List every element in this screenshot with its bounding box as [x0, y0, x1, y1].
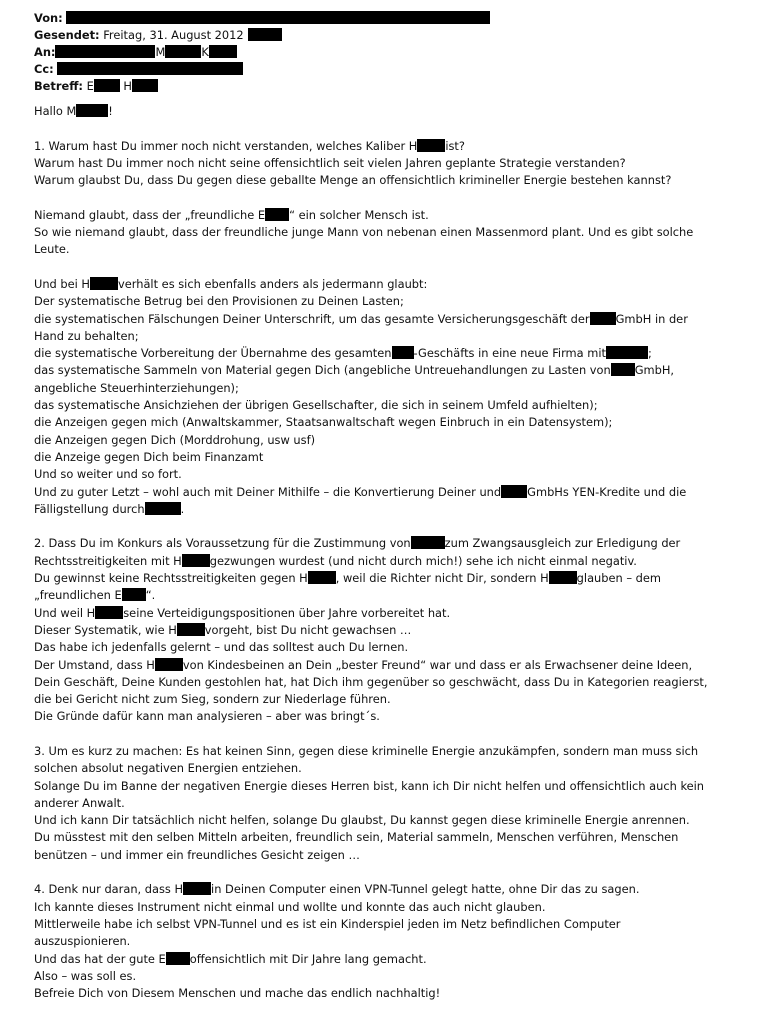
paragraph-3: Und bei H verhält es sich ebenfalls anders als jedermann glaubt: Der systematische Betrug bei den Provisionen zu Deinen Lasten; die systematischen Fälschungen Deiner Unterschrift, um das gesamte Versicherungsgeschäft der GmbH in der Hand zu behalten; die systematische Vorbereitung der Übernahme des gesamten -Geschäfts in eine neue Firma mit ; das systematische Sammeln von Material gegen Dich (angebliche Untreuehandlungen zu Lasten von GmbH, angebliche Steuerhinterziehungen); das systematische Ansichziehen der übrigen Gesellschafter, die sich in seinem Umfeld aufhielten); die Anzeigen gegen mich (Anwaltskammer, Staatsanwaltschaft wegen Einbruch in ein Datensystem); die Anzeigen gegen Dich (Morddrohung, usw usf) die Anzeige gegen Dich beim Finanzamt Und so weiter und so fort. Und zu guter Letzt – wohl auch mit Deiner Mithilfe – die Konvertierung Deiner und GmbHs YEN-Kredite und die Fälligstellung durch .: [34, 276, 688, 516]
redaction: [95, 606, 123, 619]
redaction: [145, 502, 181, 515]
redaction-sent-time: [248, 28, 282, 41]
redaction-cc: [57, 62, 243, 75]
redaction: [122, 588, 146, 601]
header-cc: Cc:: [34, 61, 746, 78]
paragraph-6: 4. Denk nur daran, dass H in Deinen Computer einen VPN-Tunnel gelegt hatte, ohne Dir das zu sagen. Ich kannte dieses Instrument nicht einmal und wollte und konnte das auch nicht glauben. Mittlerweile habe ich selbst VPN-Tunnel und es ist ein Kinderspiel jeden im Netz befindlichen Computer auszuspionieren. Und das hat der gute E offensichtlich mit Dir Jahre lang gemacht. Also – was soll es. Befreie Dich von Diesem Menschen und mache das endlich nachhaltig!: [34, 882, 640, 1001]
redaction: [590, 312, 616, 325]
redaction: [308, 571, 336, 584]
email-document: [34, 10, 746, 1002]
redaction-from: [66, 11, 490, 24]
header-from: Von:: [34, 10, 746, 27]
redaction: [392, 346, 414, 359]
header-to: An: M K: [34, 44, 746, 61]
redaction: [182, 554, 210, 567]
redaction: [501, 485, 527, 498]
redaction: [90, 277, 118, 290]
redaction: [606, 346, 648, 359]
redaction: [417, 139, 445, 152]
header-sent: Gesendet: Freitag, 31. August 2012: [34, 27, 746, 44]
paragraph-5: 3. Um es kurz zu machen: Es hat keinen Sinn, gegen diese kriminelle Energie anzukämpfen, sondern man muss sich solchen absolut negativen Energien entziehen. Solange Du im Banne der negativen Energie dieses Herren bist, kann ich Dir nicht helfen und offensichtlich auch kein anderer Anwalt. Und ich kann Dir tatsächlich nicht helfen, solange Du glaubst, Du kannst gegen diese kriminelle Energie anrennen. Du müsstest mit den selben Mitteln arbeiten, freundlich sein, Material sammeln, Menschen verführen, Menschen benützen – und immer ein freundliches Gesicht zeigen …: [34, 743, 705, 862]
email-header: [34, 10, 746, 95]
redaction-subject-1: [94, 79, 120, 92]
redaction-to-3: [209, 45, 237, 58]
redaction: [265, 208, 289, 221]
redaction-to-2: [165, 45, 201, 58]
redaction: [166, 952, 190, 965]
redaction-to-1: [55, 45, 155, 58]
redaction: [611, 363, 635, 376]
paragraph-4: 2. Dass Du im Konkurs als Voraussetzung für die Zustimmung von zum Zwangsausgleich zur Erledigung der Rechtsstreitigkeiten mit H gezwungen wurdest (und nicht durch mich!) sehe ich nicht einmal negativ. Du gewinnst keine Rechtsstreitigkeiten gegen H , weil die Richter nicht Dir, sondern H glauben – dem „freundlichen E “. Und weil H seine Verteidigungspositionen über Jahre vorbereitet hat. Dieser Systematik, wie H vorgeht, bist Du nicht gewachsen … Das habe ich jedenfalls gelernt – und das solltest auch Du lernen. Der Umstand, dass H von Kindesbeinen an Dein „bester Freund“ war und dass er als Erwachsener deine Ideen, Dein Geschäft, Deine Kunden gestohlen hat, hat Dich ihm gegenüber so geschwächt, dass Du in Kategorien reagierst, die bei Gericht nicht zum Sieg, sondern zur Niederlage führen. Die Gründe dafür kann man analysieren – aber was bringt´s.: [34, 536, 708, 724]
redaction: [177, 623, 205, 636]
redaction: [76, 104, 108, 117]
redaction: [155, 658, 183, 671]
paragraph-1: 1. Warum hast Du immer noch nicht verstanden, welches Kaliber H ist? Warum hast Du immer noch nicht seine offensichtlich seit vielen Jahren geplante Strategie verstanden? Warum glaubst Du, dass Du gegen diese geballte Menge an offensichtlich krimineller Energie bestehen kannst?: [34, 138, 672, 188]
redaction: [411, 536, 445, 549]
greeting: Hallo M !: [34, 104, 113, 118]
paragraph-2: Niemand glaubt, dass der „freundliche E “ ein solcher Mensch ist. So wie niemand glaubt, dass der freundliche junge Mann von nebenan einen Massenmord plant. Und es gibt solche Leute.: [34, 207, 694, 257]
redaction: [183, 882, 211, 895]
redaction: [549, 571, 577, 584]
redaction-subject-2: [132, 79, 158, 92]
header-subject: Betreff: E H: [34, 78, 746, 95]
